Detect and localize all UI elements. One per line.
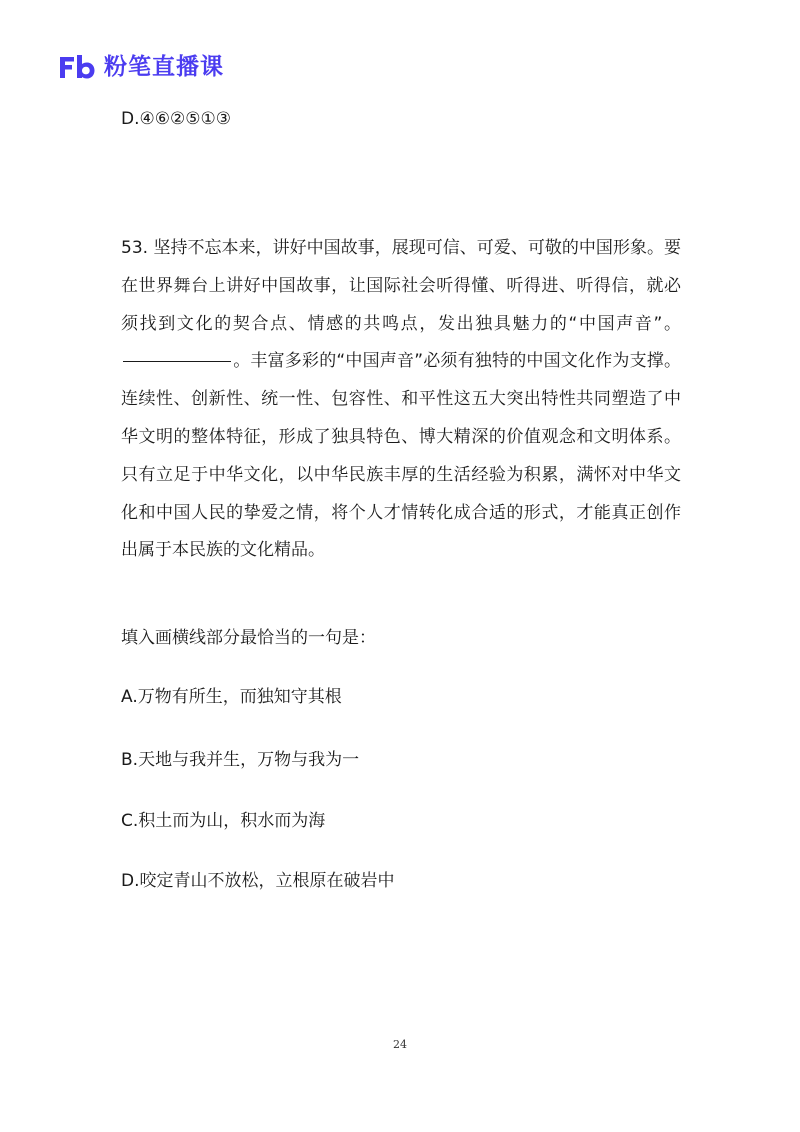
previous-question-option-d: D.④⑥②⑤①③ xyxy=(121,109,231,129)
brand-logo xyxy=(58,52,224,82)
fenbi-logo-icon xyxy=(58,53,96,81)
option-a: A.万物有所生，而独知守其根 xyxy=(121,687,342,707)
option-c: C.积土而为山，积水而为海 xyxy=(121,811,326,831)
question-prompt: 填入画横线部分最恰当的一句是： xyxy=(121,628,376,648)
fill-in-blank-line xyxy=(123,360,231,362)
question-text-before-blank: 坚持不忘本来，讲好中国故事，展现可信、可爱、可敬的中国形象。要在世界舞台上讲好中国故事，让国际社会听得懂、听得进、听得信，就必须找到文化的契合点、情感的共鸣点，发出独具魅力的“中国声音”。 xyxy=(121,238,681,334)
question-number: 53. xyxy=(121,238,149,258)
brand-name: 粉笔直播课 xyxy=(104,54,224,80)
option-b: B.天地与我并生，万物与我为一 xyxy=(121,750,360,770)
question-53-stem xyxy=(121,230,681,570)
option-d: D.咬定青山不放松，立根原在破岩中 xyxy=(121,871,395,891)
question-text-after-blank: 。丰富多彩的“中国声音”必须有独特的中国文化作为支撑。连续性、创新性、统一性、包容性、和平性这五大突出特性共同塑造了中华文明的整体特征，形成了独具特色、博大精深的价值观念和文明体系。只有立足于中华文化，以中华民族丰厚的生活经验为积累，满怀对中华文化和中国人民的挚爱之情，将个人才情转化成合适的形式，才能真正创作出属于本民族的文化精品。 xyxy=(121,351,681,561)
page-number: 24 xyxy=(393,1038,407,1051)
